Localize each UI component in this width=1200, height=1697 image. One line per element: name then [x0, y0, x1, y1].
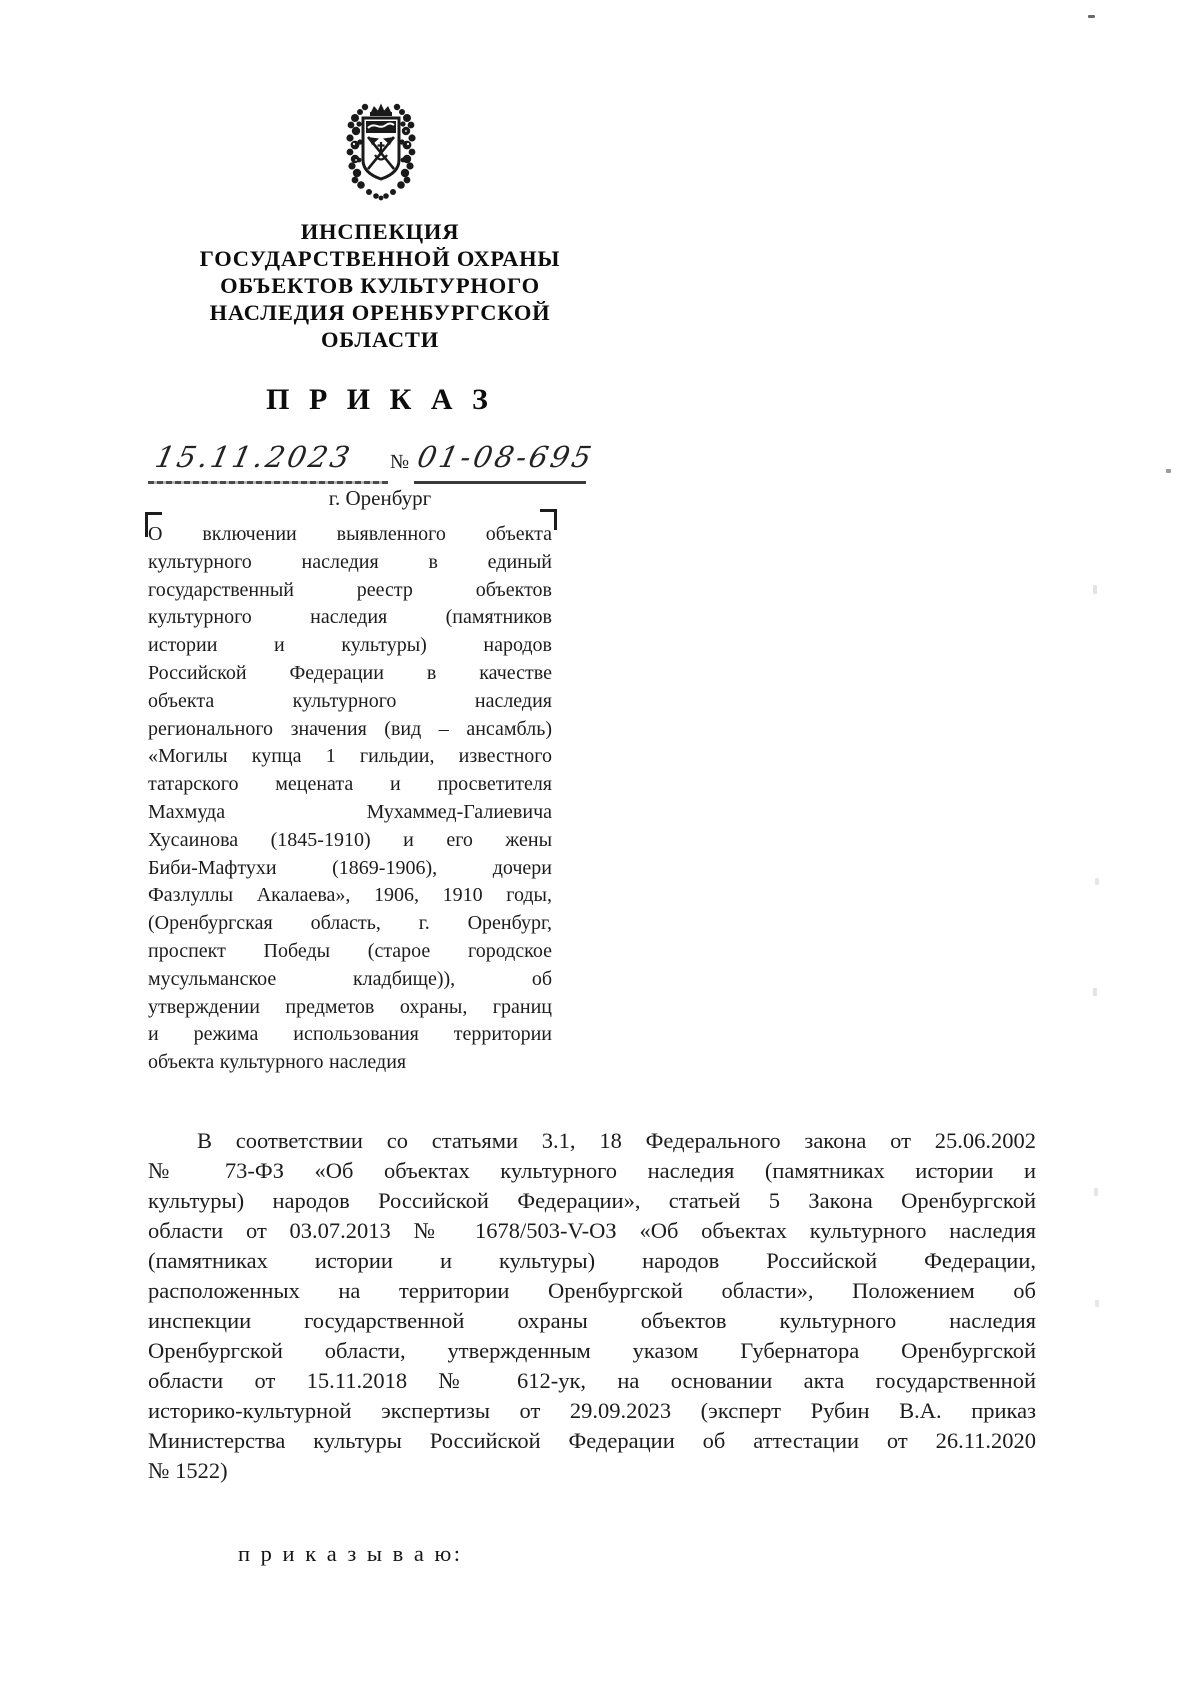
scan-speck: [1093, 988, 1097, 996]
number-underline: [414, 481, 586, 484]
decree-word: п р и к а з ы в а ю:: [238, 1541, 463, 1566]
subject-line: государственный реестр объектов: [148, 578, 552, 601]
body-line: Министерства культуры Российской Федерации об аттестации от 26.11.2020: [148, 1428, 1036, 1453]
body-line: Оренбургской области, утвержденным указом Губернатора Оренбургской: [148, 1338, 1036, 1363]
organization-name-line: ОБЛАСТИ: [320, 327, 440, 352]
scan-speck: [1094, 1188, 1098, 1196]
scan-speck: [1166, 469, 1171, 473]
subject-lines: [148, 521, 552, 1077]
body-line: культуры) народов Российской Федерации», статьей 5 Закона Оренбургской: [148, 1188, 1036, 1213]
subject-line: Фазлуллы Акалаева», 1906, 1910 годы,: [148, 884, 552, 907]
coat-of-arms-icon: [338, 98, 424, 202]
number-sign: №: [390, 451, 410, 473]
subject-block: [148, 521, 552, 1077]
city-line: г. Оренбург: [328, 486, 432, 510]
organization-name-line: ГОСУДАРСТВЕННОЙ ОХРАНЫ: [199, 246, 561, 271]
body-line: инспекции государственной охраны объектов культурного наследия: [148, 1308, 1036, 1333]
corner-mark-left-icon: [145, 512, 162, 537]
subject-line: объекта культурного наследия: [148, 1051, 407, 1074]
subject-line: регионального значения (вид – ансамбль): [148, 717, 552, 740]
subject-line: О включении выявленного объекта: [148, 523, 552, 545]
subject-line: Биби-Мафтухи (1869-1906), дочери: [148, 856, 552, 879]
subject-line: культурного наследия (памятников: [148, 606, 552, 629]
subject-line: Российской Федерации в качестве: [148, 661, 552, 684]
subject-line: и режима использования территории: [148, 1023, 552, 1046]
subject-line: «Могилы купца 1 гильдии, известного: [148, 745, 552, 768]
body-lines: [148, 1126, 1036, 1486]
scan-speck: [1093, 585, 1097, 594]
body-paragraph: [148, 1126, 1036, 1486]
scan-speck: [1095, 878, 1099, 885]
scan-speck: [1088, 15, 1095, 18]
order-number-handwritten: 01-08-695: [414, 440, 598, 474]
body-line: расположенных на территории Оренбургской области», Положением об: [148, 1278, 1036, 1303]
corner-mark-right-icon: [540, 509, 557, 530]
body-line: № 1522): [148, 1458, 228, 1483]
subject-line: объекта культурного наследия: [148, 689, 552, 712]
organization-name: [149, 218, 611, 353]
subject-line: истории и культуры) народов: [148, 634, 552, 657]
organization-name-line: НАСЛЕДИЯ ОРЕНБУРГСКОЙ: [209, 300, 551, 325]
subject-line: утверждении предметов охраны, границ: [148, 995, 552, 1018]
body-line: № 73-ФЗ «Об объектах культурного наследия (памятниках истории и: [148, 1158, 1036, 1183]
subject-line: Махмуда Мухаммед-Галиевича: [148, 800, 552, 823]
body-line: историко-культурной экспертизы от 29.09.2023 (эксперт Рубин В.А. приказ: [148, 1398, 1036, 1423]
order-title: П Р И К А З: [266, 383, 494, 416]
subject-line: мусульманское кладбище)), об: [148, 967, 552, 990]
scan-speck: [1095, 1300, 1099, 1307]
body-line: (памятниках истории и культуры) народов Российской Федерации,: [148, 1248, 1036, 1273]
subject-line: проспект Победы (старое городское: [148, 939, 552, 962]
subject-line: культурного наследия в единый: [148, 550, 552, 573]
organization-name-line: ИНСПЕКЦИЯ: [300, 219, 460, 244]
subject-line: Хусаинова (1845-1910) и его жены: [148, 828, 552, 851]
organization-name-line: ОБЪЕКТОВ КУЛЬТУРНОГО: [220, 273, 540, 298]
subject-line: татарского мецената и просветителя: [148, 773, 552, 796]
date-number-row: [148, 438, 600, 488]
subject-line: (Оренбургская область, г. Оренбург,: [148, 912, 552, 935]
body-line: области от 03.07.2013 № 1678/503-V-ОЗ «Об объектах культурного наследия: [148, 1218, 1036, 1243]
body-line: области от 15.11.2018 № 612-ук, на основании акта государственной: [148, 1368, 1036, 1393]
order-date-handwritten: 15.11.2023: [152, 440, 356, 474]
body-line: В соответствии со статьями 3.1, 18 Федерального закона от 25.06.2002: [197, 1128, 1036, 1153]
date-underline: [148, 481, 388, 484]
